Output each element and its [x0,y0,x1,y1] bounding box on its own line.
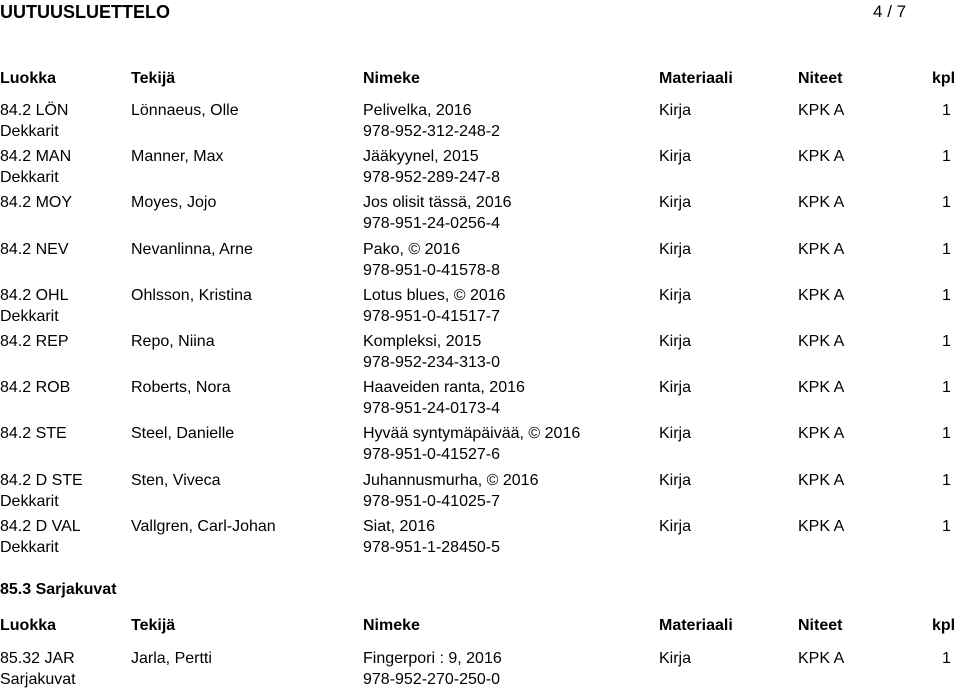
copies-location: KPK A [798,102,845,119]
genre-label: Dekkarit [0,169,59,187]
author: Nevanlinna, Arne [131,240,253,258]
table-row [0,194,960,240]
author: Manner, Max [131,148,224,166]
page-total: 7 [896,2,907,21]
count: 1 [942,102,951,119]
class-code: 84.2 STE [0,425,67,443]
isbn: 978-952-270-250-0 [363,671,500,688]
copies-location: KPK A [798,517,845,535]
isbn: 978-952-312-248-2 [363,123,500,140]
page-title: UUTUUSLUETTELO [0,2,170,22]
isbn: 978-951-0-41517-7 [363,307,500,325]
count: 1 [942,148,951,166]
page-number [873,2,906,22]
class-code: 84.2 ROB [0,379,71,397]
copies-location: KPK A [798,471,845,489]
count: 1 [942,650,951,667]
copies-location: KPK A [798,286,845,304]
table-row [0,287,960,333]
column-header-niteet: Niteet [798,70,843,87]
count: 1 [942,286,951,304]
table-row [0,148,960,194]
book-title: Siat, 2016 [363,517,436,535]
table-row [0,472,960,518]
table-row [0,518,960,564]
isbn: 978-951-0-41578-8 [363,261,500,279]
column-header-luokka: Luokka [0,617,57,634]
section-title: 85.3 Sarjakuvat [0,581,117,598]
count: 1 [942,425,951,443]
column-header-tekija: Tekijä [131,617,176,634]
column-header-kpl: kpl [932,617,956,634]
count: 1 [942,517,951,535]
count: 1 [942,471,951,489]
copies-location: KPK A [798,194,845,212]
book-title: Lotus blues, © 2016 [363,286,506,304]
class-code: 85.32 JAR [0,650,75,667]
table-row [0,333,960,379]
class-code: 84.2 MAN [0,148,72,166]
book-title: Hyvää syntymäpäivää, © 2016 [363,425,581,443]
table-row [0,241,960,287]
material: Kirja [659,102,692,119]
isbn: 978-952-234-313-0 [363,354,500,371]
isbn: 978-951-1-28450-5 [363,538,500,556]
class-code: 84.2 OHL [0,286,69,304]
genre-label: Dekkarit [0,307,59,325]
class-code: 84.2 MOY [0,194,73,212]
class-code: 84.2 REP [0,333,69,350]
class-code: 84.2 LÖN [0,102,69,119]
copies-location: KPK A [798,650,845,667]
material: Kirja [659,148,692,166]
book-title: Fingerpori : 9, 2016 [363,650,502,667]
author: Sten, Viveca [131,471,221,489]
book-title: Jos olisit tässä, 2016 [363,194,512,212]
material: Kirja [659,650,692,667]
author: Repo, Niina [131,333,215,350]
column-header-niteet: Niteet [798,617,843,634]
material: Kirja [659,425,692,443]
copies-location: KPK A [798,425,845,443]
author: Ohlsson, Kristina [131,286,252,304]
copies-location: KPK A [798,240,845,258]
author: Lönnaeus, Olle [131,102,239,119]
material: Kirja [659,471,692,489]
column-header-nimeke: Nimeke [363,70,420,87]
column-header-tekija: Tekijä [131,70,176,87]
author: Roberts, Nora [131,379,231,397]
copies-location: KPK A [798,379,845,397]
count: 1 [942,194,951,212]
isbn: 978-951-0-41025-7 [363,492,500,510]
isbn: 978-951-0-41527-6 [363,446,500,464]
table-row [0,102,960,148]
material: Kirja [659,286,692,304]
material: Kirja [659,379,692,397]
class-code: 84.2 D VAL [0,517,81,535]
isbn: 978-952-289-247-8 [363,169,500,187]
book-title: Pelivelka, 2016 [363,102,472,119]
book-title: Kompleksi, 2015 [363,333,482,350]
isbn: 978-951-24-0173-4 [363,400,500,418]
author: Steel, Danielle [131,425,235,443]
genre-label: Dekkarit [0,123,59,140]
book-title: Juhannusmurha, © 2016 [363,471,539,489]
class-code: 84.2 D STE [0,471,83,489]
column-header-luokka: Luokka [0,70,57,87]
material: Kirja [659,240,692,258]
material: Kirja [659,517,692,535]
genre-label: Dekkarit [0,538,59,556]
table-row [0,379,960,425]
material: Kirja [659,333,692,350]
genre-label: Sarjakuvat [0,671,76,688]
page-current: 4 [873,2,883,21]
book-title: Pako, © 2016 [363,240,461,258]
column-header-materiaali: Materiaali [659,70,733,87]
table-row [0,425,960,471]
author: Moyes, Jojo [131,194,217,212]
copies-location: KPK A [798,148,845,166]
column-header-kpl: kpl [932,70,956,87]
count: 1 [942,379,951,397]
count: 1 [942,333,951,350]
genre-label: Dekkarit [0,492,59,510]
column-header-materiaali: Materiaali [659,617,733,634]
class-code: 84.2 NEV [0,240,69,258]
copies-location: KPK A [798,333,845,350]
page-separator: / [887,2,892,21]
isbn: 978-951-24-0256-4 [363,215,500,233]
material: Kirja [659,194,692,212]
book-title: Haaveiden ranta, 2016 [363,379,525,397]
author: Vallgren, Carl-Johan [131,517,276,535]
book-title: Jääkyynel, 2015 [363,148,479,166]
count: 1 [942,240,951,258]
column-header-nimeke: Nimeke [363,617,420,634]
author: Jarla, Pertti [131,650,212,667]
table-row [0,650,960,696]
